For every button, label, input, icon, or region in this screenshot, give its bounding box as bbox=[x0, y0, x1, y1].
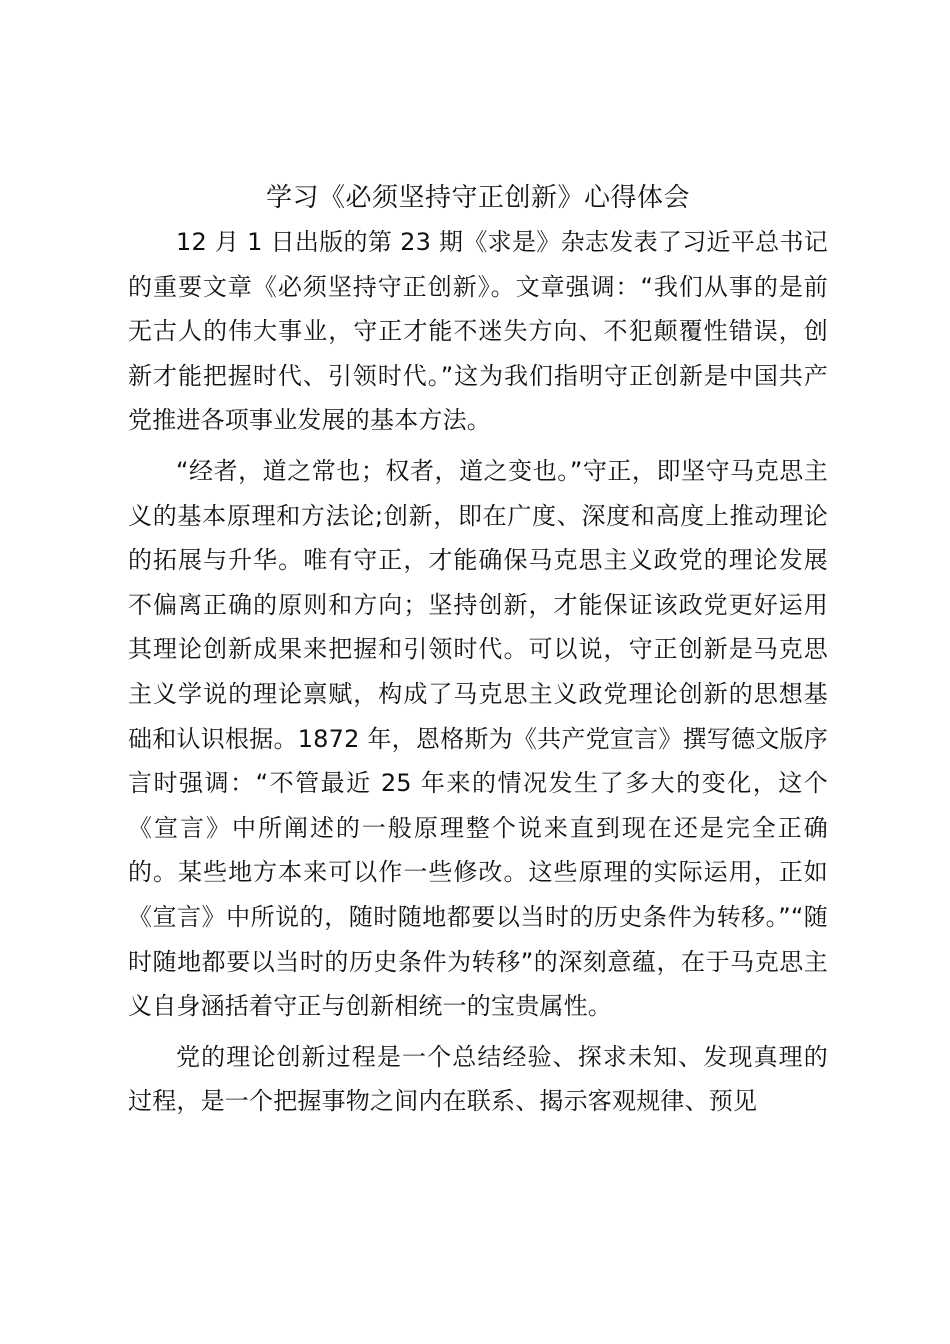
document-body bbox=[128, 176, 828, 1124]
paragraph-1: 12 月 1 日出版的第 23 期《求是》杂志发表了习近平总书记的重要文章《必须坚持守正创新》。文章强调：“我们从事的是前无古人的伟大事业，守正才能不迷失方向、不犯颠覆性错误，创新才能把握时代、引领时代。”这为我们指明守正创新是中国共产党推进各项事业发展的基本方法。 bbox=[128, 228, 828, 435]
paragraph-2: “经者，道之常也；权者，道之变也。”守正，即坚守马克思主义的基本原理和方法论;创新，即在广度、深度和高度上推动理论的拓展与升华。唯有守正，才能确保马克思主义政党的理论发展不偏离正确的原则和方向；坚持创新，才能保证该政党更好运用其理论创新成果来把握和引领时代。可以说，守正创新是马克思主义学说的理论禀赋，构成了马克思主义政党理论创新的思想基础和认识根据。1872 年，恩格斯为《共产党宣言》撰写德文版序言时强调：“不管最近 25 年来的情况发生了多大的变化，这个《宣言》中所阐述的一般原理整个说来直到现在还是完全正确的。某些地方本来可以作一些修改。这些原理的实际运用，正如《宣言》中所说的，随时随地都要以当时的历史条件为转移。”“随时随地都要以当时的历史条件为转移”的深刻意蕴，在于马克思主义自身涵括着守正与创新相统一的宝贵属性。 bbox=[128, 456, 828, 1021]
paragraph-3: 党的理论创新过程是一个总结经验、探求未知、发现真理的过程，是一个把握事物之间内在联系、揭示客观规律、预见 bbox=[128, 1042, 828, 1116]
document-title: 学习《必须坚持守正创新》心得体会 bbox=[265, 183, 690, 213]
